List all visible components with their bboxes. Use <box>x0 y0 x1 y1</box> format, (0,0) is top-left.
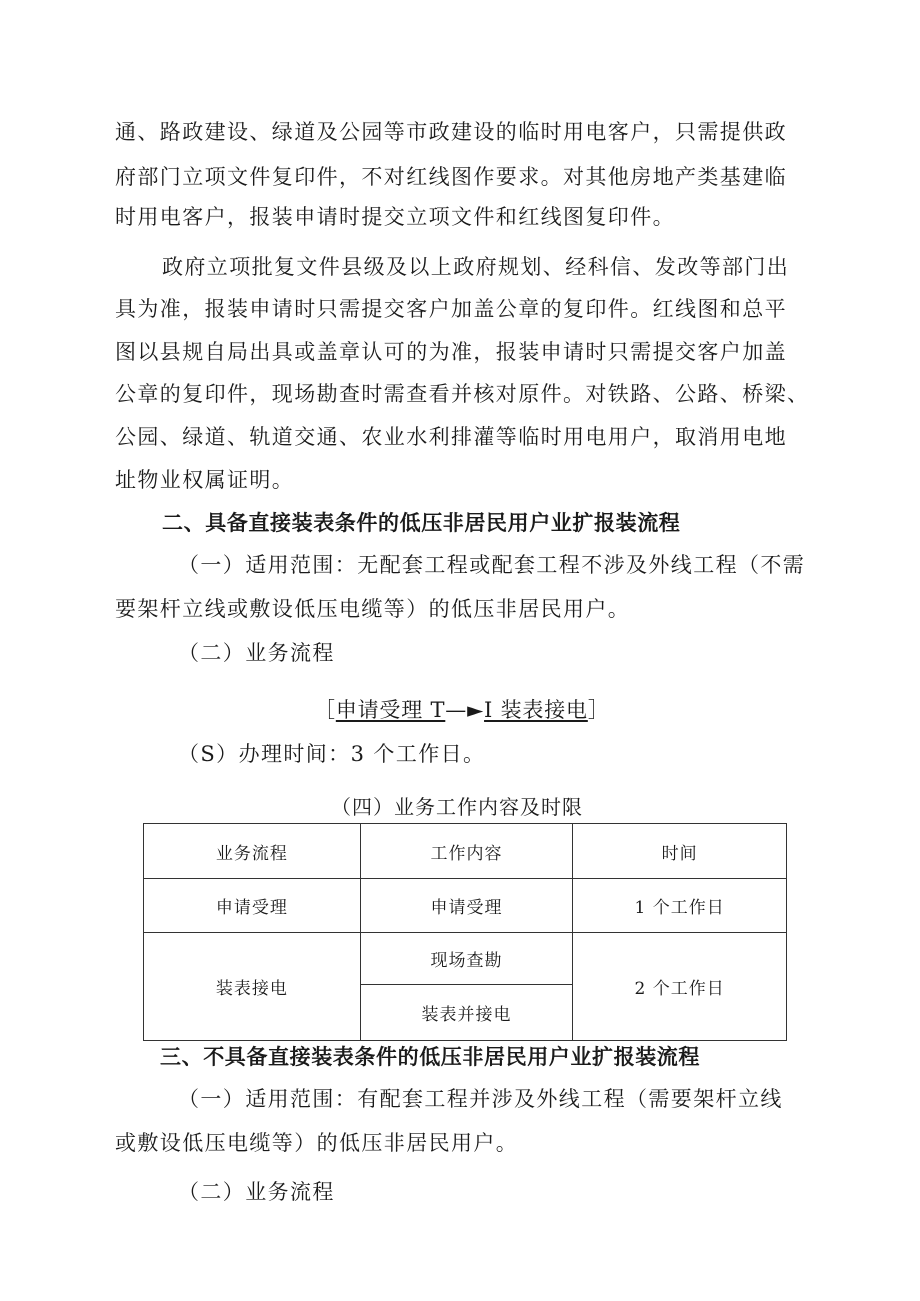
table-header-process: 业务流程 <box>144 824 361 879</box>
processing-time: （S）办理时间：3 个工作日。 <box>178 742 486 766</box>
process-flow <box>314 696 610 724</box>
flow-bracket-open: ［ <box>314 698 336 722</box>
paragraph-line: 政府立项批复文件县级及以上政府规划、经科信、发改等部门出 <box>162 255 790 279</box>
paragraph-line: 公章的复印件，现场勘查时需查看并核对原件。对铁路、公路、桥梁、 <box>115 382 810 406</box>
table-cell-time: 1 个工作日 <box>573 879 787 933</box>
table-cell-content: 现场查勘 <box>360 933 573 985</box>
table-row <box>144 879 787 933</box>
section-heading: 三、不具备直接装表条件的低压非居民用户业扩报装流程 <box>160 1045 700 1069</box>
table-header-row <box>144 824 787 879</box>
paragraph-line: 公园、绿道、轨道交通、农业水利排灌等临时用电用户，取消用电地 <box>115 425 787 449</box>
table-header-content: 工作内容 <box>360 824 573 879</box>
flow-step-install: I 装表接电 <box>484 698 588 722</box>
paragraph-line: （一）适用范围：有配套工程并涉及外线工程（需要架杆立线 <box>178 1087 783 1111</box>
table-cell-content: 装表并接电 <box>360 985 573 1041</box>
flow-bracket-close: ］ <box>587 698 610 722</box>
paragraph-line: 址物业权属证明。 <box>115 468 295 492</box>
paragraph-line: 具为准，报装申请时只需提交客户加盖公章的复印件。红线图和总平 <box>115 297 787 321</box>
table-cell-process: 申请受理 <box>144 879 361 933</box>
table-title: （四）业务工作内容及时限 <box>331 795 583 819</box>
work-content-table <box>143 823 787 1041</box>
section-heading: 二、具备直接装表条件的低压非居民用户业扩报装流程 <box>162 511 681 535</box>
paragraph-line: 图以县规自局出具或盖章认可的为准，报装申请时只需提交客户加盖 <box>115 340 787 364</box>
subsection-heading: （二）业务流程 <box>178 1180 335 1204</box>
paragraph-line: 要架杆立线或敷设低压电缆等）的低压非居民用户。 <box>115 597 631 621</box>
subsection-heading: （二）业务流程 <box>178 641 335 665</box>
paragraph-line: 府部门立项文件复印件，不对红线图作要求。对其他房地产类基建临 <box>115 165 787 189</box>
table-cell-process: 装表接电 <box>144 933 361 1041</box>
paragraph-line: 时用电客户，报装申请时提交立项文件和红线图复印件。 <box>115 205 675 229</box>
paragraph-line: （一）适用范围：无配套工程或配套工程不涉及外线工程（不需 <box>178 553 806 577</box>
paragraph-line: 或敷设低压电缆等）的低压非居民用户。 <box>115 1131 519 1155</box>
table-cell-content: 申请受理 <box>360 879 573 933</box>
paragraph-line: 通、路政建设、绿道及公园等市政建设的临时用电客户，只需提供政 <box>115 120 787 144</box>
table-cell-time: 2 个工作日 <box>573 933 787 1041</box>
flow-step-apply: 申请受理 T <box>335 698 446 722</box>
flow-arrow-icon: —► <box>445 698 485 722</box>
table-header-time: 时间 <box>573 824 787 879</box>
table-row <box>144 933 787 985</box>
